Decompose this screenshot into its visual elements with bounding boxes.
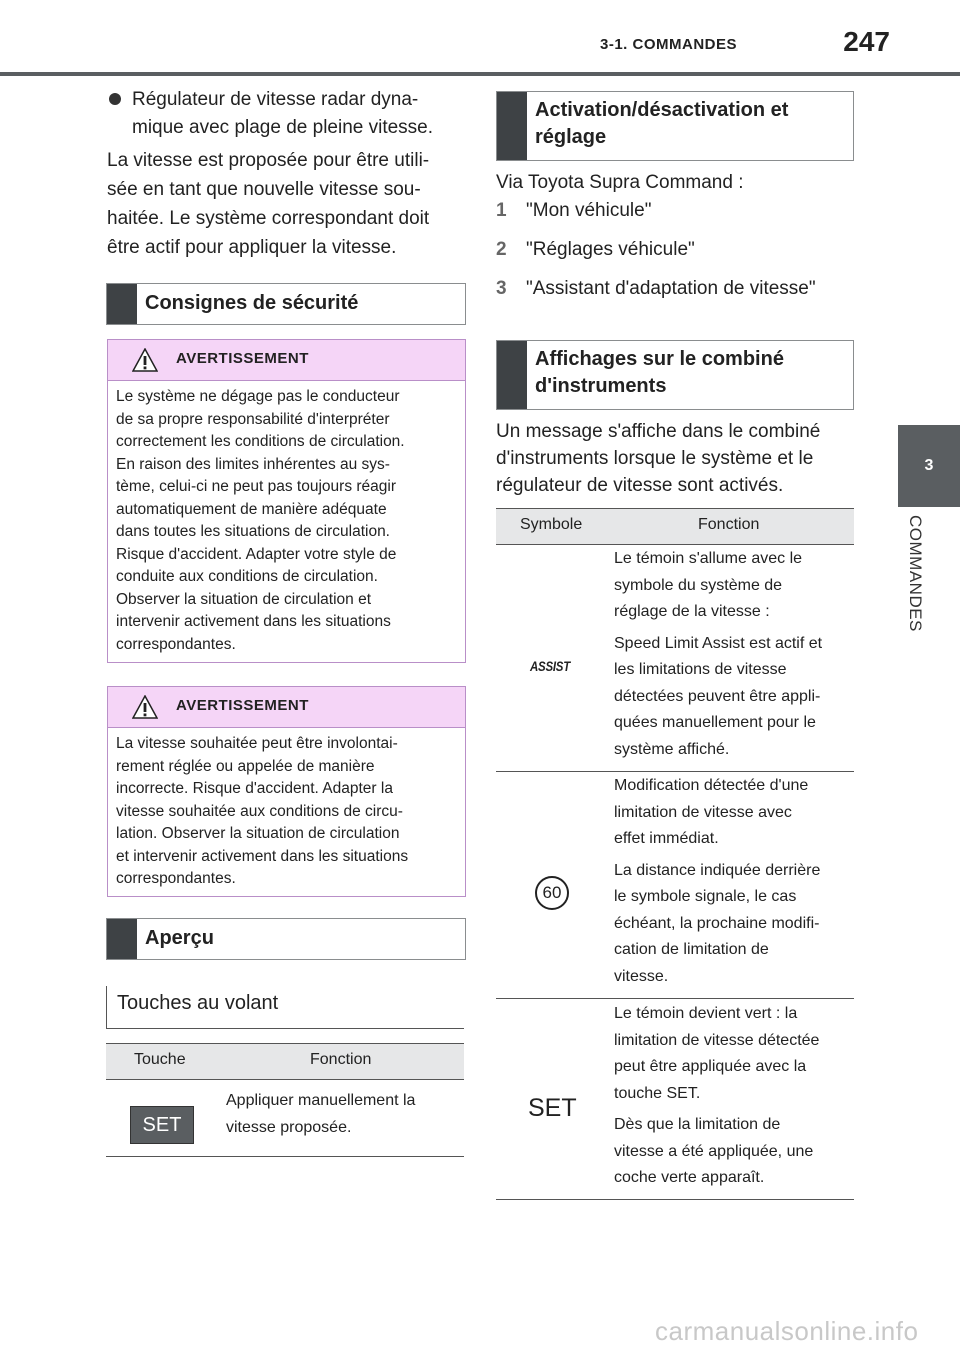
step-text: "Réglages véhicule" — [526, 239, 695, 260]
warning-triangle-icon — [132, 695, 158, 719]
column-header: Touche — [134, 1051, 186, 1068]
column-header: Symbole — [520, 516, 583, 533]
activation-heading — [496, 91, 854, 161]
header-rule — [0, 72, 960, 76]
step-number: 2 — [496, 239, 507, 260]
warning-box — [107, 686, 466, 897]
warning-box — [107, 339, 466, 663]
heading-bar — [497, 92, 527, 160]
section-title: 3-1. COMMANDES — [600, 36, 738, 53]
bullet-icon — [109, 93, 121, 105]
display-heading — [496, 340, 854, 410]
set-symbol-icon: SET — [528, 1094, 577, 1122]
warning-text: La vitesse souhaitée peut être involontai- rement réglée ou appelée de manière incorrecte. Risque d'accident. Adapter la vitesse souhaitée aux conditions de circu- lation. Observer la situation de circulation et intervenir activement dans les situations correspondantes. — [116, 735, 409, 887]
intro-paragraph: La vitesse est proposée pour être utili- sée en tant que nouvelle vitesse sou- haitée. Le système correspondant doit être actif pour appliquer la vitesse. — [107, 150, 430, 258]
steering-keys-title: Touches au volant — [117, 992, 279, 1014]
watermark: carmanualsonline.info — [655, 1316, 919, 1346]
warning-text: Le système ne dégage pas le conducteur de sa propre responsabilité d'interpréter correctement les conditions de circulation. En raison des limites inhérentes au sys- tème, celui-ci ne peut pas toujours réagir automatiquement de manière adéquate dans toutes les situations de circulation. Risque d'accident. Adapter votre style de conduite aux conditions de circulation. Observer la situation de circulation et intervenir activement dans les situations correspondantes. — [116, 388, 405, 653]
table-header — [106, 1043, 464, 1080]
activation-heading-text: Activation/désactivation et réglage — [535, 99, 789, 148]
warning-header — [108, 687, 465, 728]
table-rule — [496, 998, 854, 999]
overview-heading — [106, 918, 466, 960]
subheading-bar — [106, 986, 107, 1028]
warning-title: AVERTISSEMENT — [176, 697, 309, 714]
table-cell: Le témoin devient vert : la limitation de vitesse détectée peut être appliquée avec la touche SET. Dès que la limitation de vitesse a été appliquée, une coche verte apparaît. — [614, 1005, 820, 1186]
step-text: "Assistant d'adaptation de vitesse" — [526, 278, 816, 299]
heading-bar — [107, 919, 137, 959]
table-cell: Modification détectée d'une limitation de vitesse avec effet immédiat. La distance indiquée derrière le symbole signale, le cas échéant, la prochaine modifi- cation de limitation de vitesse. — [614, 777, 821, 985]
table-cell: Le témoin s'allume avec le symbole du système de réglage de la vitesse : Speed Limit Assist est actif et les limitations de vitesse détectées peuvent être appli- quées manuellement pour le système affiché. — [614, 550, 823, 758]
divider — [106, 1028, 464, 1029]
chapter-label — [905, 515, 933, 655]
step-number: 1 — [496, 200, 507, 221]
via-text: Via Toyota Supra Command : — [496, 172, 744, 193]
display-heading-text: Affichages sur le combiné d'instruments — [535, 348, 784, 397]
warning-header — [108, 340, 465, 381]
column-header: Fonction — [310, 1051, 372, 1068]
table-rule — [106, 1156, 464, 1157]
column-header: Fonction — [698, 516, 760, 533]
warning-triangle-icon — [132, 348, 158, 372]
warning-title: AVERTISSEMENT — [176, 350, 309, 367]
set-key-icon: SET — [130, 1106, 194, 1144]
heading-bar — [107, 284, 137, 324]
safety-heading — [106, 283, 466, 325]
assist-symbol-icon: ASSIST — [530, 658, 570, 674]
chapter-tab: 3 — [898, 425, 960, 507]
display-intro: Un message s'affiche dans le combiné d'instruments lorsque le système et le régulateur de vitesse sont activés. — [496, 421, 821, 496]
bullet-text: Régulateur de vitesse radar dyna- mique avec plage de pleine vitesse. — [132, 89, 434, 138]
table-header — [496, 508, 854, 545]
speed-limit-60-icon: 60 — [535, 876, 569, 910]
chapter-label-text: COMMANDES — [906, 515, 925, 632]
table-rule — [496, 1199, 854, 1200]
page-number: 247 — [843, 26, 890, 57]
step-number: 3 — [496, 278, 507, 299]
table-cell: Appliquer manuellement la vitesse proposée. — [226, 1092, 416, 1136]
heading-bar — [497, 341, 527, 409]
table-rule — [496, 771, 854, 772]
overview-heading-text: Aperçu — [145, 927, 214, 949]
safety-heading-text: Consignes de sécurité — [145, 292, 359, 314]
step-text: "Mon véhicule" — [526, 200, 652, 221]
